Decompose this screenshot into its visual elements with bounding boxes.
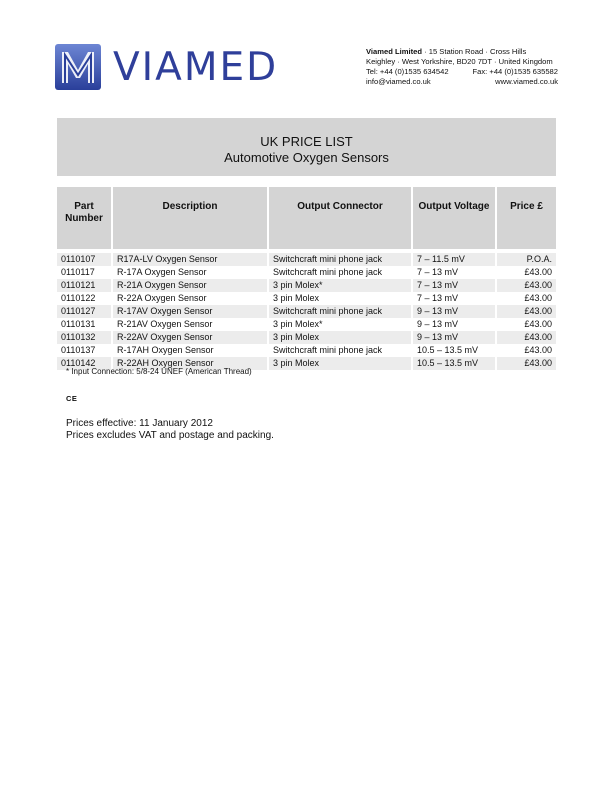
part-number-cell: 0110127 (57, 305, 113, 318)
part-number-cell: 0110107 (57, 253, 113, 266)
part-number-cell: 0110117 (57, 266, 113, 279)
voltage-cell: 9 – 13 mV (413, 318, 497, 331)
part-number-cell: 0110142 (57, 357, 113, 370)
street-address: · 15 Station Road · Cross Hills (422, 47, 527, 56)
description-cell: R17A-LV Oxygen Sensor (113, 253, 269, 266)
connector-cell: 3 pin Molex* (269, 318, 413, 331)
table-row (57, 279, 556, 292)
ce-mark: CE (66, 394, 78, 403)
price-table (57, 187, 556, 370)
contact-block (366, 47, 558, 87)
prices-exclusion-note: Prices excludes VAT and postage and packing. (66, 430, 274, 441)
website-link[interactable]: www.viamed.co.uk (495, 77, 558, 86)
description-cell: R-22AH Oxygen Sensor (113, 357, 269, 370)
voltage-cell: 7 – 13 mV (413, 279, 497, 292)
price-cell: £43.00 (497, 331, 556, 344)
table-row (57, 292, 556, 305)
col-header-part-number: Part Number (57, 187, 113, 249)
viamed-logo (55, 44, 279, 90)
table-row (57, 253, 556, 266)
title-band (57, 118, 556, 176)
table-row (57, 318, 556, 331)
viamed-logo-icon (55, 44, 101, 90)
description-cell: R-17A Oxygen Sensor (113, 266, 269, 279)
col-header-output-connector: Output Connector (269, 187, 413, 249)
price-cell: £43.00 (497, 292, 556, 305)
table-row (57, 305, 556, 318)
description-cell: R-21AV Oxygen Sensor (113, 318, 269, 331)
phone-row (366, 67, 558, 77)
connector-cell: 3 pin Molex (269, 292, 413, 305)
part-number-cell: 0110121 (57, 279, 113, 292)
voltage-cell: 10.5 – 13.5 mV (413, 344, 497, 357)
company-name: Viamed Limited (366, 47, 422, 56)
fax: Fax: +44 (0)1535 635582 (472, 67, 558, 76)
connector-cell: Switchcraft mini phone jack (269, 305, 413, 318)
price-cell: P.O.A. (497, 253, 556, 266)
connector-cell: 3 pin Molex (269, 331, 413, 344)
brand-name: VIAMED (113, 45, 279, 90)
col-header-output-voltage: Output Voltage (413, 187, 497, 249)
address-line-1 (366, 47, 558, 57)
description-cell: R-22AV Oxygen Sensor (113, 331, 269, 344)
part-number-cell: 0110131 (57, 318, 113, 331)
voltage-cell: 10.5 – 13.5 mV (413, 357, 497, 370)
price-cell: £43.00 (497, 266, 556, 279)
price-cell: £43.00 (497, 318, 556, 331)
price-cell: £43.00 (497, 357, 556, 370)
table-row (57, 344, 556, 357)
col-header-price: Price £ (497, 187, 556, 249)
voltage-cell: 7 – 13 mV (413, 292, 497, 305)
page-title: UK PRICE LIST (260, 134, 353, 149)
address-line-2: Keighley · West Yorkshire, BD20 7DT · United Kingdom (366, 57, 553, 66)
page-subtitle: Automotive Oxygen Sensors (224, 150, 389, 165)
connector-cell: Switchcraft mini phone jack (269, 266, 413, 279)
table-row (57, 331, 556, 344)
part-number-cell: 0110132 (57, 331, 113, 344)
col-header-description: Description (113, 187, 269, 249)
connector-cell: 3 pin Molex (269, 357, 413, 370)
voltage-cell: 9 – 13 mV (413, 305, 497, 318)
description-cell: R-17AH Oxygen Sensor (113, 344, 269, 357)
part-number-cell: 0110122 (57, 292, 113, 305)
voltage-cell: 7 – 13 mV (413, 266, 497, 279)
part-number-cell: 0110137 (57, 344, 113, 357)
telephone: Tel: +44 (0)1535 634542 (366, 67, 449, 76)
price-cell: £43.00 (497, 305, 556, 318)
description-cell: R-17AV Oxygen Sensor (113, 305, 269, 318)
description-cell: R-21A Oxygen Sensor (113, 279, 269, 292)
description-cell: R-22A Oxygen Sensor (113, 292, 269, 305)
voltage-cell: 7 – 11.5 mV (413, 253, 497, 266)
email-link[interactable]: info@viamed.co.uk (366, 77, 431, 86)
input-connection-footnote: * Input Connection: 5/8-24 UNEF (American Thread) (66, 367, 252, 376)
pricing-notes (66, 418, 274, 442)
voltage-cell: 9 – 13 mV (413, 331, 497, 344)
prices-effective-date: Prices effective: 11 January 2012 (66, 418, 213, 429)
connector-cell: Switchcraft mini phone jack (269, 253, 413, 266)
table-header-row (57, 187, 556, 249)
table-row (57, 266, 556, 279)
price-cell: £43.00 (497, 344, 556, 357)
web-row (366, 77, 558, 87)
connector-cell: 3 pin Molex* (269, 279, 413, 292)
connector-cell: Switchcraft mini phone jack (269, 344, 413, 357)
price-cell: £43.00 (497, 279, 556, 292)
